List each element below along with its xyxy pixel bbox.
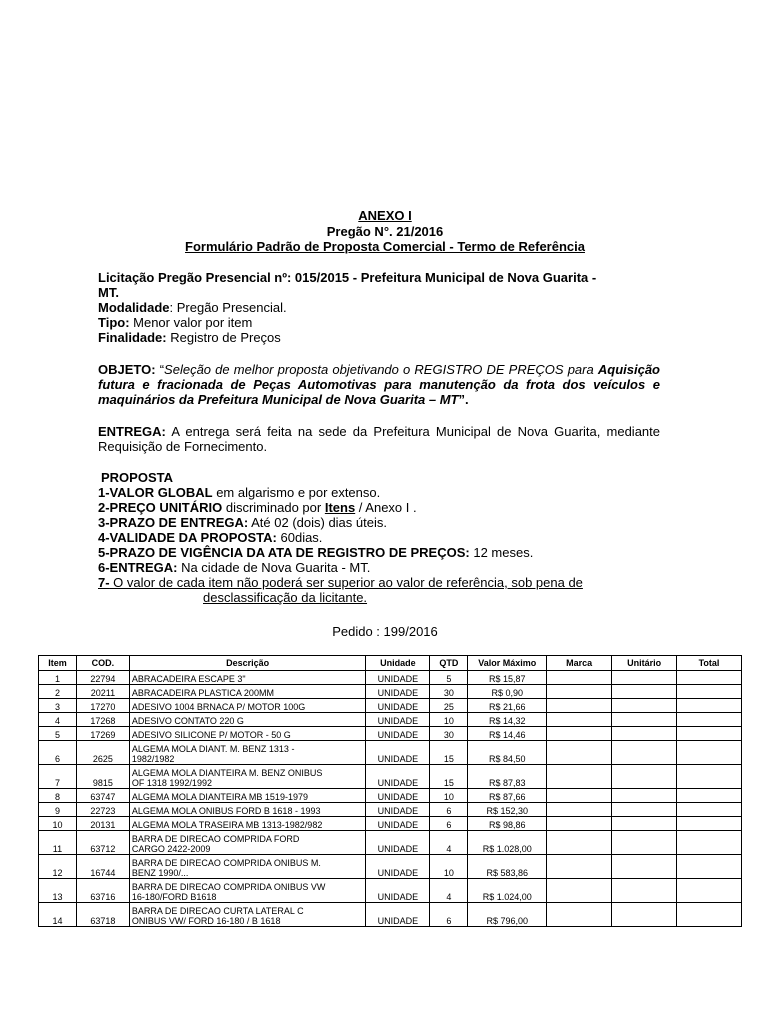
description-line-1: ALGEMA MOLA DIANT. M. BENZ 1313 - [131, 744, 295, 754]
cell-cod: 17268 [76, 713, 129, 727]
cell-descricao [129, 855, 366, 879]
finalidade-label: Finalidade: [98, 330, 167, 345]
cell-descricao [129, 879, 366, 903]
cell-valor-maximo: R$ 152,30 [468, 803, 547, 817]
cell-cod: 22723 [76, 803, 129, 817]
cell-descricao [129, 713, 366, 727]
cell-descricao [129, 671, 366, 685]
cell-total [677, 879, 742, 903]
cell-unidade: UNIDADE [366, 903, 430, 927]
proposta-item-7 [98, 575, 698, 590]
cell-unidade: UNIDADE [366, 727, 430, 741]
cell-descricao [129, 765, 366, 789]
tipo-label: Tipo: [98, 315, 130, 330]
cell-valor-maximo: R$ 84,50 [468, 741, 547, 765]
proposta-item-4-label: 4-VALIDADE DA PROPOSTA: [98, 530, 277, 545]
cell-marca [547, 903, 612, 927]
cell-unidade: UNIDADE [366, 699, 430, 713]
cell-valor-maximo: R$ 98,86 [468, 817, 547, 831]
cell-unidade: UNIDADE [366, 765, 430, 789]
cell-unidade: UNIDADE [366, 831, 430, 855]
cell-unidade: UNIDADE [366, 713, 430, 727]
description-line-1: ABRACADEIRA PLASTICA 200MM [131, 688, 274, 698]
objeto-bold-italic-text: Aquisição futura e fracionada de Peças Automotivas para manutenção da frota dos veículos e maquinários da Prefeitura Municipal de Nova Guarita – MT [98, 362, 660, 407]
description-line-2: BENZ 1990/... [131, 868, 189, 878]
cell-marca [547, 803, 612, 817]
modalidade-label: Modalidade [98, 300, 170, 315]
cell-total [677, 831, 742, 855]
objeto-italic-text: Seleção de melhor proposta objetivando o REGISTRO DE PREÇOS para [164, 362, 594, 377]
entrega-label: ENTREGA: [98, 424, 166, 439]
finalidade-line [98, 330, 660, 345]
items-table [38, 655, 742, 927]
table-row [39, 699, 742, 713]
description-line-2: 1982/1982 [131, 754, 175, 764]
description-line-1: ABRACADEIRA ESCAPE 3" [131, 674, 246, 684]
cell-unidade: UNIDADE [366, 855, 430, 879]
cell-descricao [129, 803, 366, 817]
proposta-title: PROPOSTA [101, 470, 173, 485]
cell-unitario [612, 741, 677, 765]
cell-valor-maximo: R$ 14,46 [468, 727, 547, 741]
cell-marca [547, 671, 612, 685]
cell-item: 11 [39, 831, 77, 855]
table-row [39, 713, 742, 727]
cell-unitario [612, 713, 677, 727]
col-header-unidade: Unidade [366, 656, 430, 671]
cell-qtd: 30 [430, 685, 468, 699]
cell-cod: 17269 [76, 727, 129, 741]
cell-total [677, 855, 742, 879]
entrega-paragraph [98, 424, 660, 454]
cell-valor-maximo: R$ 1.024,00 [468, 879, 547, 903]
pregao-number: Pregão N°. 21/2016 [326, 224, 444, 239]
col-header-item: Item [39, 656, 77, 671]
cell-valor-maximo: R$ 796,00 [468, 903, 547, 927]
cell-item: 10 [39, 817, 77, 831]
description-line-1: ADESIVO SILICONE P/ MOTOR - 50 G [131, 730, 291, 740]
cell-unitario [612, 671, 677, 685]
proposta-item-2-label: 2-PREÇO UNITÁRIO [98, 500, 223, 515]
licitacao-line-1: Licitação Pregão Presencial nº: 015/2015 - Prefeitura Municipal de Nova Guarita - [98, 270, 597, 285]
cell-total [677, 713, 742, 727]
col-header-unitario: Unitário [612, 656, 677, 671]
cell-marca [547, 727, 612, 741]
cell-item: 8 [39, 789, 77, 803]
cell-valor-maximo: R$ 0,90 [468, 685, 547, 699]
table-row [39, 817, 742, 831]
cell-unitario [612, 879, 677, 903]
cell-marca [547, 879, 612, 903]
table-row [39, 879, 742, 903]
cell-item: 4 [39, 713, 77, 727]
cell-valor-maximo: R$ 21,66 [468, 699, 547, 713]
cell-unidade: UNIDADE [366, 741, 430, 765]
cell-qtd: 10 [430, 855, 468, 879]
cell-marca [547, 789, 612, 803]
table-row [39, 741, 742, 765]
cell-total [677, 817, 742, 831]
proposta-item-7-text-line-1: O valor de cada item não poderá ser superior ao valor de referência, sob pena de [109, 575, 583, 590]
cell-cod: 63718 [76, 903, 129, 927]
description-line-2: OF 1318 1992/1992 [131, 778, 212, 788]
description-line-2: CARGO 2422-2009 [131, 844, 211, 854]
cell-qtd: 4 [430, 831, 468, 855]
description-line-2: ONIBUS VW/ FORD 16-180 / B 1618 [131, 916, 281, 926]
cell-descricao [129, 789, 366, 803]
proposta-item-4-text: 60dias. [276, 530, 323, 545]
description-line-1: ALGEMA MOLA DIANTEIRA M. BENZ ONIBUS [131, 768, 323, 778]
cell-descricao [129, 741, 366, 765]
description-line-2: 16-180/FORD B1618 [131, 892, 217, 902]
objeto-paragraph [98, 362, 660, 407]
col-header-total: Total [677, 656, 742, 671]
cell-valor-maximo: R$ 583,86 [468, 855, 547, 879]
annex-title: ANEXO I [358, 208, 412, 223]
cell-descricao [129, 831, 366, 855]
cell-marca [547, 699, 612, 713]
cell-cod: 63716 [76, 879, 129, 903]
cell-qtd: 30 [430, 727, 468, 741]
cell-item: 5 [39, 727, 77, 741]
cell-descricao [129, 685, 366, 699]
table-row [39, 727, 742, 741]
cell-item: 3 [39, 699, 77, 713]
cell-qtd: 4 [430, 879, 468, 903]
info-block [98, 270, 660, 345]
objeto-label: OBJETO: [98, 362, 156, 377]
proposta-item-6 [98, 560, 698, 575]
proposta-item-5 [98, 545, 698, 560]
pedido-number: Pedido : 199/2016 [332, 624, 438, 639]
proposta-item-2-text-a: discriminado por [222, 500, 325, 515]
finalidade-value: Registro de Preços [166, 330, 281, 345]
col-header-marca: Marca [547, 656, 612, 671]
cell-marca [547, 685, 612, 699]
description-line-1: ADESIVO CONTATO 220 G [131, 716, 244, 726]
proposta-item-2-itens: Itens [324, 500, 356, 515]
cell-total [677, 699, 742, 713]
cell-cod: 9815 [76, 765, 129, 789]
cell-cod: 63747 [76, 789, 129, 803]
cell-cod: 20211 [76, 685, 129, 699]
cell-total [677, 803, 742, 817]
cell-item: 13 [39, 879, 77, 903]
cell-valor-maximo: R$ 1.028,00 [468, 831, 547, 855]
cell-unitario [612, 831, 677, 855]
cell-marca [547, 741, 612, 765]
cell-qtd: 15 [430, 765, 468, 789]
objeto-quote-open: “ [155, 362, 165, 377]
table-header-row [39, 656, 742, 671]
cell-unitario [612, 817, 677, 831]
cell-marca [547, 831, 612, 855]
proposta-item-3-label: 3-PRAZO DE ENTREGA: [98, 515, 249, 530]
cell-qtd: 6 [430, 903, 468, 927]
proposta-item-5-text: 12 meses. [469, 545, 534, 560]
cell-marca [547, 765, 612, 789]
cell-unitario [612, 855, 677, 879]
proposta-item-1 [98, 485, 698, 500]
cell-item: 7 [39, 765, 77, 789]
cell-valor-maximo: R$ 87,83 [468, 765, 547, 789]
cell-total [677, 903, 742, 927]
table-row [39, 831, 742, 855]
cell-item: 14 [39, 903, 77, 927]
cell-qtd: 10 [430, 789, 468, 803]
proposta-item-6-text: Na cidade de Nova Guarita - MT. [177, 560, 371, 575]
col-header-valor-maximo: Valor Máximo [468, 656, 547, 671]
col-header-descricao: Descrição [129, 656, 366, 671]
cell-valor-maximo: R$ 14,32 [468, 713, 547, 727]
table-row [39, 765, 742, 789]
description-line-1: ALGEMA MOLA DIANTEIRA MB 1519-1979 [131, 792, 308, 802]
cell-descricao [129, 699, 366, 713]
cell-unidade: UNIDADE [366, 671, 430, 685]
proposta-item-6-label: 6-ENTREGA: [98, 560, 178, 575]
cell-cod: 22794 [76, 671, 129, 685]
description-line-1: BARRA DE DIRECAO COMPRIDA FORD [131, 834, 300, 844]
cell-total [677, 727, 742, 741]
cell-descricao [129, 817, 366, 831]
modalidade-value: : Pregão Presencial. [169, 300, 287, 315]
cell-descricao [129, 903, 366, 927]
cell-cod: 20131 [76, 817, 129, 831]
cell-qtd: 5 [430, 671, 468, 685]
proposta-item-4 [98, 530, 698, 545]
entrega-text: A entrega será feita na sede da Prefeitura Municipal de Nova Guarita, mediante Requisição de Fornecimento. [98, 424, 660, 454]
table-row [39, 685, 742, 699]
cell-marca [547, 713, 612, 727]
proposta-item-5-label: 5-PRAZO DE VIGÊNCIA DA ATA DE REGISTRO DE PREÇOS: [98, 545, 470, 560]
objeto-quote-close: ”. [458, 392, 469, 407]
cell-unitario [612, 727, 677, 741]
cell-unidade: UNIDADE [366, 685, 430, 699]
cell-cod: 17270 [76, 699, 129, 713]
cell-item: 9 [39, 803, 77, 817]
cell-unitario [612, 699, 677, 713]
col-header-qtd: QTD [430, 656, 468, 671]
cell-cod: 2625 [76, 741, 129, 765]
col-header-cod: COD. [76, 656, 129, 671]
description-line-1: ADESIVO 1004 BRNACA P/ MOTOR 100G [131, 702, 306, 712]
description-line-1: BARRA DE DIRECAO COMPRIDA ONIBUS M. [131, 858, 321, 868]
proposta-item-3-text: Até 02 (dois) dias úteis. [248, 515, 387, 530]
proposta-item-1-label: 1-VALOR GLOBAL [98, 485, 213, 500]
description-line-1: ALGEMA MOLA TRASEIRA MB 1313-1982/982 [131, 820, 323, 830]
proposta-block [98, 470, 698, 605]
cell-qtd: 6 [430, 803, 468, 817]
cell-valor-maximo: R$ 15,87 [468, 671, 547, 685]
cell-item: 2 [39, 685, 77, 699]
cell-unitario [612, 903, 677, 927]
cell-unidade: UNIDADE [366, 879, 430, 903]
table-row [39, 903, 742, 927]
cell-cod: 63712 [76, 831, 129, 855]
tipo-line [98, 315, 660, 330]
form-title: Formulário Padrão de Proposta Comercial - Termo de Referência [185, 239, 585, 254]
cell-valor-maximo: R$ 87,66 [468, 789, 547, 803]
proposta-item-7-label: 7- [98, 575, 110, 590]
cell-unidade: UNIDADE [366, 817, 430, 831]
cell-total [677, 741, 742, 765]
licitacao-line-2: MT. [98, 285, 119, 300]
cell-qtd: 10 [430, 713, 468, 727]
table-row [39, 789, 742, 803]
description-line-1: BARRA DE DIRECAO COMPRIDA ONIBUS VW [131, 882, 326, 892]
cell-qtd: 15 [430, 741, 468, 765]
description-line-1: ALGEMA MOLA ONIBUS FORD B 1618 - 1993 [131, 806, 321, 816]
table-row [39, 803, 742, 817]
table-row [39, 855, 742, 879]
cell-unitario [612, 765, 677, 789]
cell-unitario [612, 789, 677, 803]
cell-marca [547, 817, 612, 831]
tipo-value: Menor valor por item [129, 315, 253, 330]
proposta-item-1-text: em algarismo e por extenso. [212, 485, 381, 500]
cell-marca [547, 855, 612, 879]
cell-unidade: UNIDADE [366, 803, 430, 817]
cell-descricao [129, 727, 366, 741]
cell-unitario [612, 685, 677, 699]
cell-item: 6 [39, 741, 77, 765]
cell-item: 1 [39, 671, 77, 685]
cell-unitario [612, 803, 677, 817]
table-row [39, 671, 742, 685]
cell-total [677, 789, 742, 803]
cell-unidade: UNIDADE [366, 789, 430, 803]
modalidade-line [98, 300, 660, 315]
table-body [39, 671, 742, 927]
cell-cod: 16744 [76, 855, 129, 879]
description-line-1: BARRA DE DIRECAO CURTA LATERAL C [131, 906, 304, 916]
cell-total [677, 685, 742, 699]
cell-qtd: 25 [430, 699, 468, 713]
proposta-item-3 [98, 515, 698, 530]
proposta-item-2 [98, 500, 698, 515]
proposta-item-7-line-2: desclassificação da licitante. [203, 590, 368, 605]
cell-item: 12 [39, 855, 77, 879]
proposta-item-2-text-b: / Anexo I . [355, 500, 417, 515]
cell-qtd: 6 [430, 817, 468, 831]
cell-total [677, 765, 742, 789]
cell-total [677, 671, 742, 685]
